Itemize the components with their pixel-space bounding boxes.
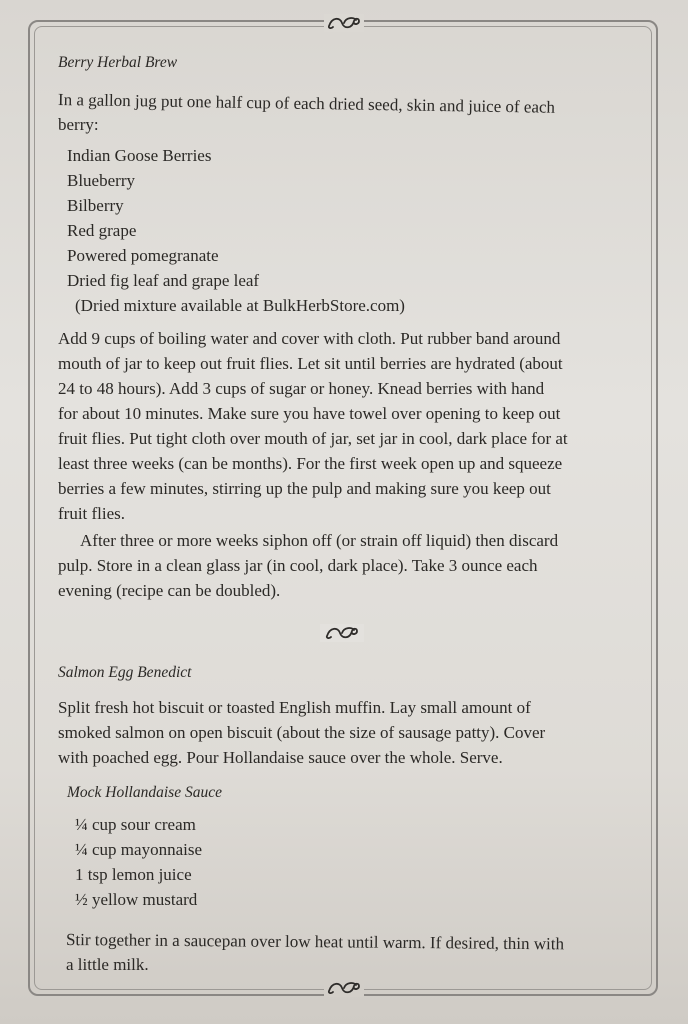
salmon-line: Split fresh hot biscuit or toasted English muffin. Lay small amount of <box>58 698 531 717</box>
after-weeks-line: evening (recipe can be doubled). <box>58 581 281 600</box>
section-divider-flourish-icon <box>320 624 364 642</box>
bottom-flourish-icon <box>324 979 364 997</box>
ingredient-item: Indian Goose Berries <box>67 146 212 165</box>
hollandaise-instruction-line: Stir together in a saucepan over low heat until warm. If desired, thin with <box>65 930 565 954</box>
instruction-line: 24 to 48 hours). Add 3 cups of sugar or honey. Knead berries with hand <box>58 379 545 398</box>
instruction-line: for about 10 minutes. Make sure you have towel over opening to keep out <box>58 404 561 423</box>
after-weeks-line: After three or more weeks siphon off (or strain off liquid) then discard <box>80 531 559 550</box>
salmon-line: smoked salmon on open biscuit (about the size of sausage patty). Cover <box>58 723 546 742</box>
hollandaise-title: Mock Hollandaise Sauce <box>67 784 222 801</box>
salmon-benedict-title: Salmon Egg Benedict <box>58 664 192 681</box>
hollandaise-ingredient: ¼ cup sour cream <box>75 815 196 834</box>
hollandaise-instruction-line: a little milk. <box>66 955 149 974</box>
hollandaise-ingredient: 1 tsp lemon juice <box>75 865 192 884</box>
instruction-line: least three weeks (can be months). For the first week open up and squeeze <box>58 454 563 473</box>
berry-brew-intro-line-2: berry: <box>58 115 99 134</box>
berry-brew-intro-line-1: In a gallon jug put one half cup of each dried seed, skin and juice of each <box>57 90 556 117</box>
instruction-line: fruit flies. <box>58 504 126 523</box>
availability-note: (Dried mixture available at BulkHerbStore.com) <box>75 296 405 315</box>
top-flourish-icon <box>324 14 364 32</box>
instruction-line: fruit flies. Put tight cloth over mouth of jar, set jar in cool, dark place for at <box>58 429 568 448</box>
ingredient-item: Blueberry <box>67 171 135 190</box>
instruction-line: Add 9 cups of boiling water and cover with cloth. Put rubber band around <box>58 329 561 348</box>
instruction-line: berries a few minutes, stirring up the pulp and making sure you keep out <box>58 479 551 498</box>
hollandaise-ingredient: ¼ cup mayonnaise <box>75 840 202 859</box>
instruction-line: mouth of jar to keep out fruit flies. Let sit until berries are hydrated (about <box>58 354 563 373</box>
ingredient-item: Powered pomegranate <box>67 246 219 265</box>
hollandaise-ingredient: ½ yellow mustard <box>75 890 198 909</box>
ingredient-item: Dried fig leaf and grape leaf <box>67 271 260 290</box>
after-weeks-line: pulp. Store in a clean glass jar (in cool, dark place). Take 3 ounce each <box>58 556 538 575</box>
salmon-line: with poached egg. Pour Hollandaise sauce over the whole. Serve. <box>58 748 503 767</box>
ingredient-item: Red grape <box>67 221 137 240</box>
ingredient-item: Bilberry <box>67 196 124 215</box>
berry-brew-title: Berry Herbal Brew <box>58 54 178 71</box>
